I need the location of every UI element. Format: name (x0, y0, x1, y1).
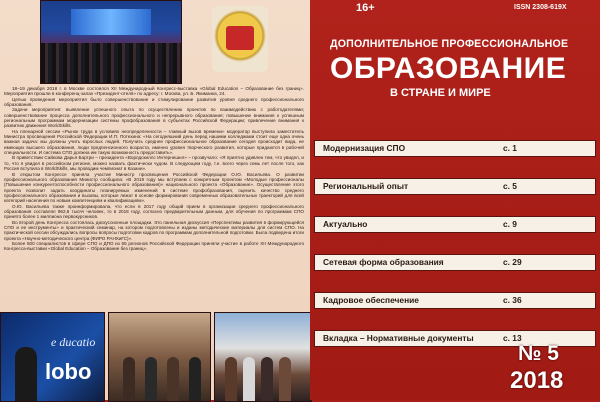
age-rating: 16+ (356, 2, 375, 14)
article-paragraph: В приветствии Сайкова Дарья Бартри – президента «Ворлдскиллс Интернешнл» – прозвучало: «Я приятно удивлен тем, что увидел, и то, что я увидел в российском регионе, можно назвать фактически чудом. В следующем году, т.е. всего через семь лет после того, как Россия вступила в WorldSkills, мы проводим чемпионат в Казани». (4, 155, 304, 172)
journal-title-line1: ДОПОЛНИТЕЛЬНОЕ ПРОФЕССИОНАЛЬНОЕ (330, 38, 569, 50)
toc-page: с. 9 (503, 219, 517, 229)
person-figure (167, 357, 179, 401)
toc-item[interactable] (314, 216, 596, 233)
journal-title-line3: В СТРАНЕ И МИРЕ (390, 87, 491, 99)
issue-number: № 5 (518, 342, 559, 365)
toc-title: Кадровое обеспечение (323, 295, 419, 305)
article-paragraph: О.Ю. Васильева также проинформировала, что если в 2017 году общий прием в организации среднего профессионального образования составлял 962,8 тысяч человек, то в 2018 году, согласно предварительным данным, для обучения по программам СПО принято более 1 миллиона первокурсников. (4, 203, 304, 220)
toc-page: с. 29 (503, 257, 522, 267)
person-figure (279, 357, 291, 401)
toc-page: с. 5 (503, 181, 517, 191)
person-figure (225, 357, 237, 401)
speaker-photo (0, 312, 105, 402)
person-figure (243, 357, 255, 401)
article-paragraph: Целью проведения мероприятия было совершенствование и стимулирование развития уровня среднего профессионального образования. (4, 96, 304, 108)
article-paragraph: В открытом Конгрессе приняла участие Министр просвещения Российской Федерации О.Ю. Васильева. О развитии профессионального образования Министр сообщила: «В 2019 году мы вступаем с конкретным проектом «Молодые профессионалы (Повышение конкурентоспособности профессионального образования)» национального проекта «Образование». Осуществление этого проекта позволит задать координаты планируемых изменений в системе профобразования, оценить качество среднего профессионального образования и вызовы, которые лежат в основе формирования современных образовательных траекторий для всей категорий населения по новым компетенциям и квалификациям». (4, 171, 304, 204)
person-figure (123, 357, 135, 401)
stage-screen (71, 9, 151, 35)
article-paragraph: На пленарной сессии «Рынок труда в условиях неопределенности – главный вызов времени» модератор выступила заместитель Министра просвещения Российской Федерации И.П. Потехина: «На сегодняшний день перед нашими колледжами стоит еще одна очень важная задача: мы должны учить взрослых людей. Получить среднее профессиональное образование сегодня происходит вида, не имеющих высшего образования, люди предпенсионного возраста, именно уровня творческого развития, которые придаются в рабочей специальности. И система СПО должна им такую возможность предоставить». (4, 128, 304, 156)
emblem-shield (226, 26, 254, 50)
toc-item[interactable] (314, 292, 596, 309)
banner-text-large: lobo (45, 359, 92, 384)
audience-photo (108, 312, 211, 402)
toc-title: Региональный опыт (323, 181, 409, 191)
article-paragraph: Более 500 специалистов в сфере СПО и ДПО из 65 регионов Российской Федерации приняли участие в работе XII Международного Конгресса-выставки «Global Education – Образование без границ». (4, 240, 304, 252)
issue-year: 2018 (510, 367, 564, 394)
toc-page: с. 36 (503, 295, 522, 305)
article-text (4, 86, 304, 252)
conference-hall-photo (40, 0, 182, 84)
issn-label: ISSN 2308-619X (514, 4, 567, 11)
coat-of-arms-emblem (212, 6, 268, 72)
toc-item[interactable] (314, 178, 596, 195)
toc-item[interactable] (314, 140, 596, 157)
journal-title-main: ОБРАЗОВАНИЕ (330, 52, 567, 85)
table-of-contents (314, 140, 596, 368)
person-figure (261, 357, 273, 401)
person-figure (145, 357, 157, 401)
person-figure (189, 357, 201, 401)
toc-title: Модернизация СПО (323, 143, 406, 153)
article-paragraph: Во второй день Конгресса состоялась дискуссионные площадки. Это панельная дискуссия «Перспективы развития в формирующейся СПО и ее инструменты» и практический семинар, на котором подготовлены и изданы методические материалы для систем СПО. На практической сессии обсуждались вопросы вопросы подготовки кадров по программам дополнительной подготовки. Была подведена итоги проекта «Научно-методического центра (ФИРО РАНХиГС)». (4, 219, 304, 241)
toc-title: Актуально (323, 219, 368, 229)
toc-page: с. 13 (503, 333, 522, 343)
speaker-figure (15, 347, 37, 401)
toc-title: Вкладка – Нормативные документы (323, 333, 474, 343)
banner-text: e ducatio (51, 335, 96, 349)
toc-title: Сетевая форма образования (323, 257, 444, 267)
toc-item[interactable] (314, 254, 596, 271)
toc-page: с. 1 (503, 143, 517, 153)
audience (41, 43, 181, 83)
article-paragraph: Задачи мероприятия: выявление успешного опыта по осуществлению проектов по взаимодействию с работодателями; совершенствование процесса дополнительного профессионального и непрерывного образования; повышение внимания к успешным региональным программам модернизации системы профобразования в субъектах Российской Федерации; привлечение внимания к развитию движения WorldSkills. (4, 107, 304, 129)
group-photo (214, 312, 312, 402)
article-paragraph: 18–19 декабря 2018 г. в Москве состоялся XII Международный Конгресс-выставка «Global Education – Образование без границ». Мероприятия прошли в конференц-залах «Президент-отеля» по адресу: г. Москва, ул. Б. Якиманка, 24. (4, 86, 304, 97)
